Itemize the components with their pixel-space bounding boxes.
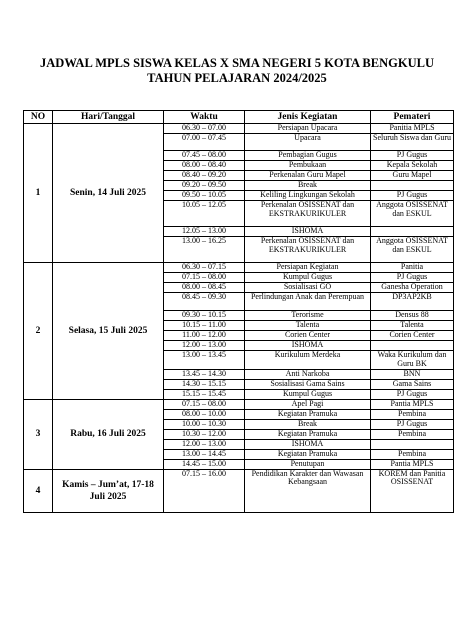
table-header-row xyxy=(24,111,454,124)
activity-cell: Keliling Lingkungan Sekolah xyxy=(245,191,371,201)
presenter-cell: Kepala Sekolah xyxy=(371,161,454,171)
time-cell: 07.00 – 07.45 xyxy=(164,134,245,151)
activity-cell: Sosialisasi Gama Sains xyxy=(245,379,371,389)
activity-cell: Penutupan xyxy=(245,459,371,469)
activity-cell: Apel Pagi xyxy=(245,399,371,409)
time-cell: 10.00 – 10.30 xyxy=(164,419,245,429)
activity-cell: Anti Narkoba xyxy=(245,369,371,379)
header-activity: Jenis Kegiatan xyxy=(245,111,371,124)
presenter-cell: Guru Mapel xyxy=(371,171,454,181)
presenter-cell: Waka Kurikulum dan Guru BK xyxy=(371,351,454,370)
presenter-cell: Talenta xyxy=(371,321,454,331)
time-cell: 12.00 – 13.00 xyxy=(164,439,245,449)
table-row xyxy=(24,124,454,134)
activity-cell: Perkenalan OSISSENAT dan EKSTRAKURIKULER xyxy=(245,237,371,263)
time-cell: 07.45 – 08.00 xyxy=(164,151,245,161)
document-title: JADWAL MPLS SISWA KELAS X SMA NEGERI 5 KOTA BENGKULU xyxy=(40,56,434,70)
presenter-cell: BNN xyxy=(371,369,454,379)
activity-cell: Break xyxy=(245,419,371,429)
activity-cell: Sosialisasi GO xyxy=(245,283,371,293)
time-cell: 07.15 – 08.00 xyxy=(164,399,245,409)
presenter-cell: PJ Gugus xyxy=(371,191,454,201)
presenter-cell: Pantia MPLS xyxy=(371,459,454,469)
presenter-cell: PJ Gugus xyxy=(371,389,454,399)
activity-cell: Kegiatan Pramuka xyxy=(245,449,371,459)
activity-cell: Upacara xyxy=(245,134,371,151)
activity-cell: Kurikulum Merdeka xyxy=(245,351,371,370)
day-date: Selasa, 15 Juli 2025 xyxy=(53,263,164,400)
table-row xyxy=(24,399,454,409)
activity-cell: Kegiatan Pramuka xyxy=(245,409,371,419)
activity-cell: Kumpul Gugus xyxy=(245,273,371,283)
presenter-cell: Ganesha Operation xyxy=(371,283,454,293)
time-cell: 06.30 – 07.00 xyxy=(164,124,245,134)
time-cell: 13.45 – 14.30 xyxy=(164,369,245,379)
activity-cell: Terorisme xyxy=(245,311,371,321)
header-no: NO xyxy=(24,111,53,124)
time-cell: 14.45 – 15.00 xyxy=(164,459,245,469)
time-cell: 08.00 – 10.00 xyxy=(164,409,245,419)
activity-cell: ISHOMA xyxy=(245,341,371,351)
time-cell: 13.00 – 16.25 xyxy=(164,237,245,263)
time-cell: 10.30 – 12.00 xyxy=(164,429,245,439)
document-subtitle: TAHUN PELAJARAN 2024/2025 xyxy=(147,71,327,85)
day-date: Kamis – Jum’at, 17-18 Juli 2025 xyxy=(53,469,164,512)
time-cell: 11.00 – 12.00 xyxy=(164,331,245,341)
presenter-cell: Densus 88 xyxy=(371,311,454,321)
activity-cell: Perkenalan Guru Mapel xyxy=(245,171,371,181)
activity-cell: Pembukaan xyxy=(245,161,371,171)
schedule-table xyxy=(23,110,454,513)
activity-cell: Corien Center xyxy=(245,331,371,341)
activity-cell: Pembagian Gugus xyxy=(245,151,371,161)
presenter-cell xyxy=(371,341,454,351)
presenter-cell: Pembina xyxy=(371,449,454,459)
presenter-cell: PJ Gugus xyxy=(371,273,454,283)
presenter-cell: Seluruh Siswa dan Guru xyxy=(371,134,454,151)
time-cell: 15.15 – 15.45 xyxy=(164,389,245,399)
presenter-cell xyxy=(371,181,454,191)
time-cell: 14.30 – 15.15 xyxy=(164,379,245,389)
day-number: 3 xyxy=(24,399,53,469)
schedule-body xyxy=(24,124,454,513)
activity-cell: Persiapan Kegiatan xyxy=(245,263,371,273)
time-cell: 07.15 – 16.00 xyxy=(164,469,245,512)
header-day: Hari/Tanggal xyxy=(53,111,164,124)
activity-cell: Persiapan Upacara xyxy=(245,124,371,134)
presenter-cell: Anggota OSISSENAT dan ESKUL xyxy=(371,201,454,227)
presenter-cell xyxy=(371,439,454,449)
time-cell: 06.30 – 07.15 xyxy=(164,263,245,273)
time-cell: 10.15 – 11.00 xyxy=(164,321,245,331)
header-time: Waktu xyxy=(164,111,245,124)
time-cell: 09.50 – 10.05 xyxy=(164,191,245,201)
presenter-cell: Gama Sains xyxy=(371,379,454,389)
header-presenter: Pemateri xyxy=(371,111,454,124)
activity-cell: Kumpul Gugus xyxy=(245,389,371,399)
presenter-cell: PJ Gugus xyxy=(371,151,454,161)
presenter-cell: Pembina xyxy=(371,409,454,419)
activity-cell: Perlindungan Anak dan Perempuan xyxy=(245,293,371,311)
day-number: 4 xyxy=(24,469,53,512)
time-cell: 07.15 – 08.00 xyxy=(164,273,245,283)
time-cell: 12.00 – 13.00 xyxy=(164,341,245,351)
presenter-cell: Pantia MPLS xyxy=(371,399,454,409)
time-cell: 13.00 – 13.45 xyxy=(164,351,245,370)
time-cell: 13.00 – 14.45 xyxy=(164,449,245,459)
activity-cell: Perkenalan OSISSENAT dan EKSTRAKURIKULER xyxy=(245,201,371,227)
time-cell: 10.05 – 12.05 xyxy=(164,201,245,227)
day-number: 1 xyxy=(24,124,53,263)
presenter-cell: Corien Center xyxy=(371,331,454,341)
day-number: 2 xyxy=(24,263,53,400)
activity-cell: Talenta xyxy=(245,321,371,331)
table-row xyxy=(24,469,454,512)
presenter-cell: PJ Gugus xyxy=(371,419,454,429)
activity-cell: ISHOMA xyxy=(245,439,371,449)
presenter-cell: Panitia MPLS xyxy=(371,124,454,134)
time-cell: 12.05 – 13.00 xyxy=(164,227,245,237)
presenter-cell: Pembina xyxy=(371,429,454,439)
presenter-cell: Panitia xyxy=(371,263,454,273)
presenter-cell xyxy=(371,227,454,237)
activity-cell: ISHOMA xyxy=(245,227,371,237)
activity-cell: Pendidikan Karakter dan Wawasan Kebangsaan xyxy=(245,469,371,512)
presenter-cell: KOREM dan Panitia OSISSENAT xyxy=(371,469,454,512)
time-cell: 08.40 – 09.20 xyxy=(164,171,245,181)
table-row xyxy=(24,263,454,273)
presenter-cell: DP3AP2KB xyxy=(371,293,454,311)
activity-cell: Kegiatan Pramuka xyxy=(245,429,371,439)
time-cell: 08.45 – 09.30 xyxy=(164,293,245,311)
day-date: Rabu, 16 Juli 2025 xyxy=(53,399,164,469)
day-date: Senin, 14 Juli 2025 xyxy=(53,124,164,263)
activity-cell: Break xyxy=(245,181,371,191)
time-cell: 08.00 – 08.45 xyxy=(164,283,245,293)
time-cell: 09.20 – 09.50 xyxy=(164,181,245,191)
presenter-cell: Anggota OSISSENAT dan ESKUL xyxy=(371,237,454,263)
time-cell: 08.00 – 08.40 xyxy=(164,161,245,171)
time-cell: 09.30 – 10.15 xyxy=(164,311,245,321)
